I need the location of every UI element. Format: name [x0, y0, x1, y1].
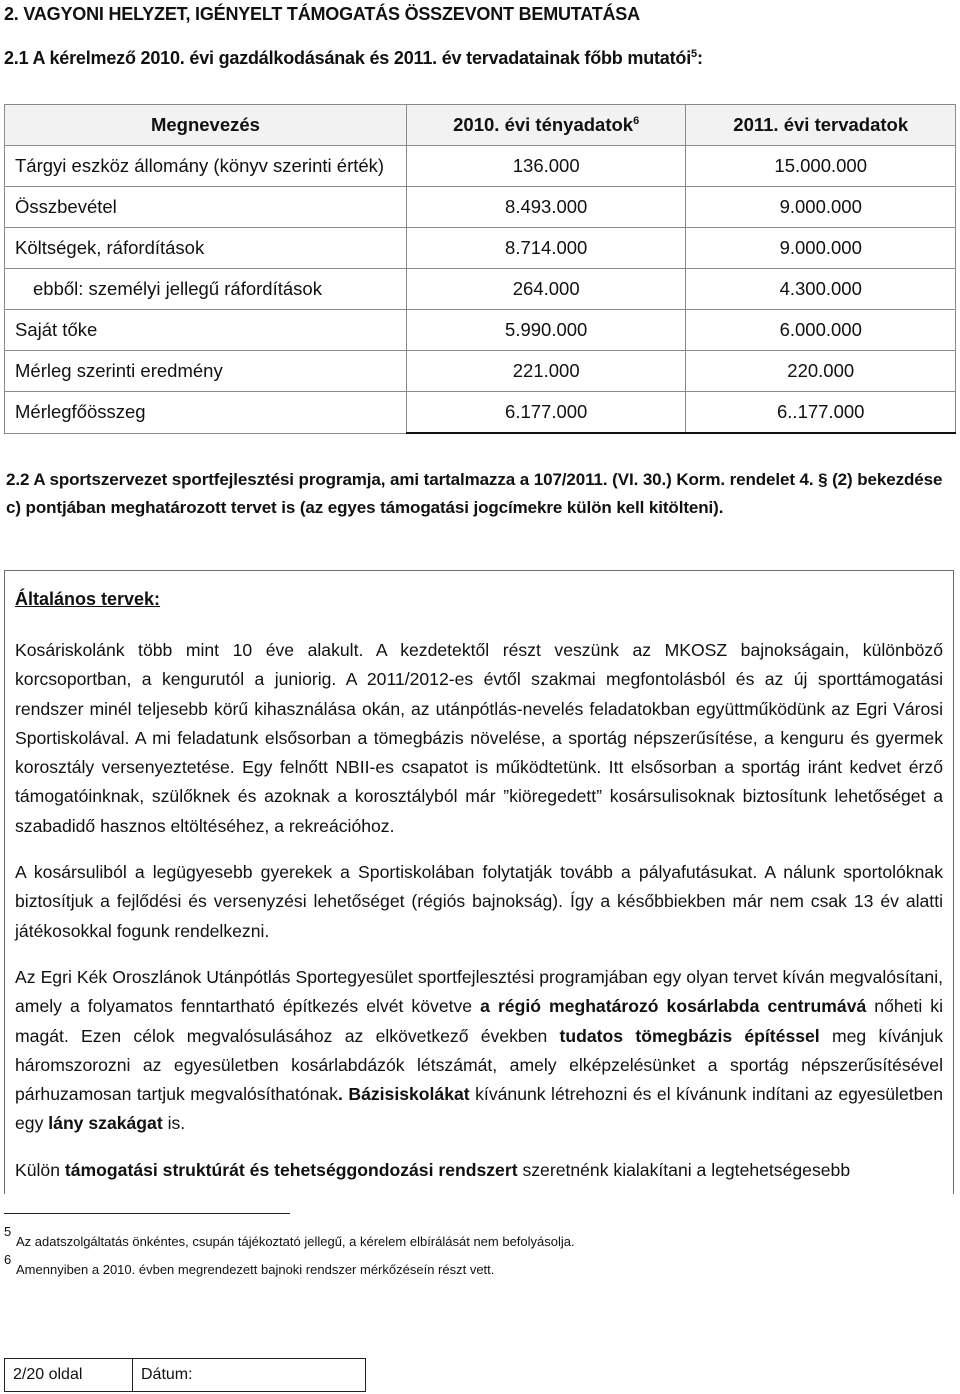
plans-paragraph-3	[15, 963, 943, 1139]
row-2010: 5.990.000	[406, 310, 686, 351]
plans-paragraph-4	[15, 1156, 943, 1185]
row-2010: 8.714.000	[406, 228, 686, 269]
table-row	[5, 187, 956, 228]
row-name: Mérlegfőösszeg	[5, 392, 407, 434]
header-2010-text: 2010. évi tényadatok	[453, 114, 634, 135]
plans-paragraph-2: A kosársuliból a legügyesebb gyerekek a Sportiskolában folytatják tovább a pályafutásukat. A nálunk sportolóknak biztosítjuk a fejlődési és versenyzési lehetőséget (régiós bajnokság). Így a későbbiekben már nem csak 13 év alatti játékosokkal fogunk rendelkezni.	[15, 862, 943, 941]
table-header-row	[5, 105, 956, 146]
row-name: Összbevétel	[5, 187, 407, 228]
bold-run: tudatos tömegbázis építéssel	[559, 1025, 820, 1046]
bold-run: támogatási struktúrát és tehetséggondozási rendszert	[64, 1159, 518, 1180]
financial-indicators-table	[4, 104, 956, 434]
row-2011: 9.000.000	[686, 187, 956, 228]
bold-run: a régió meghatározó kosárlabda centrumává	[480, 996, 867, 1017]
footnote-text: Az adatszolgáltatás önkéntes, csupán tájékoztató jellegű, a kérelem elbírálását nem befolyásolja.	[16, 1234, 575, 1249]
footnote-separator	[4, 1213, 290, 1214]
page-number: 2/20 oldal	[5, 1359, 133, 1391]
row-name: Költségek, ráfordítások	[5, 228, 407, 269]
text-run: Az Egri Kék Oroszlánok Utánpótlás Sportegyesület sportfejlesztési programjában egy olyan tervet kíván megvalósítani, amely a folyamatos fenntartható építkezés elvét követve	[15, 966, 943, 1017]
table-row	[5, 310, 956, 351]
row-2010: 221.000	[406, 351, 686, 392]
text-run: kívánunk létrehozni és el kívánunk indítani az egyesületben egy	[15, 1084, 943, 1134]
text-run: is.	[162, 1113, 186, 1134]
table-row	[5, 269, 956, 310]
footnote-number: 6	[4, 1252, 12, 1267]
table-row	[5, 351, 956, 392]
table-row	[5, 392, 956, 434]
row-name: Mérleg szerinti eredmény	[5, 351, 407, 392]
row-name: Saját tőke	[5, 310, 407, 351]
text-run: nőheti ki magát. Ezen célok megvalósulásához az elkövetkező években	[15, 996, 943, 1046]
page-footer	[4, 1358, 366, 1392]
text-run: Külön	[15, 1159, 65, 1180]
row-2010: 8.493.000	[406, 187, 686, 228]
text-run: meg kívánjuk háromszorozni az egyesületben kosárlabdázók létszámát, amely elképzelésünket a sportág népszerűsítésével párhuzamosan tartjuk megvalósíthatónak	[15, 1025, 943, 1105]
plans-paragraph-1: Kosáriskolánk több mint 10 éve alakult. A kezdetektől részt veszünk az MKOSZ bajnokságain, különböző korcsoportban, a kengurutól a juniorig. A 2011/2012-es évtől szakmai megfontolásból és az új sporttámogatási rendszer minél teljesebb körű kihasználása okán, az utánpótlás-nevelés feladatokban együttműködünk az Egri Városi Sportiskolával. A mi feladatunk elsősorban a tömegbázis növelése, a sportág népszerűsítése, a kenguru és gyermek korosztály versenyeztetése. Egy felnőtt NBII-es csapatot is működtetünk. Itt elsősorban a sportág iránt kedvet érző támogatóinknak, szülőknek és azoknak a korosztályból már ”kiöregedett” kosársulisoknak biztosítunk lehetőséget a szabadidő hasznos eltöltéséhez, a rekreációhoz.	[15, 640, 943, 836]
row-2011: 6..177.000	[686, 392, 956, 434]
footnote-ref-6[interactable]: 6	[633, 114, 640, 127]
plans-box	[4, 570, 954, 1194]
table-row	[5, 146, 956, 187]
header-2010	[406, 105, 686, 146]
section-heading-2-1-text: 2.1 A kérelmező 2010. évi gazdálkodásának és 2011. év tervadatainak főbb mutatói	[4, 48, 692, 68]
row-2011: 4.300.000	[686, 269, 956, 310]
row-2010: 6.177.000	[406, 392, 686, 434]
row-name: Tárgyi eszköz állomány (könyv szerinti érték)	[5, 146, 407, 187]
row-2010: 136.000	[406, 146, 686, 187]
header-name: Megnevezés	[5, 105, 407, 146]
section-heading-2-1	[4, 48, 703, 69]
row-2010: 264.000	[406, 269, 686, 310]
row-2011: 6.000.000	[686, 310, 956, 351]
row-2011: 220.000	[686, 351, 956, 392]
footnote-ref-5[interactable]: 5	[691, 48, 697, 60]
bold-run: . Bázisiskolákat	[337, 1084, 470, 1105]
date-field[interactable]: Dátum:	[141, 1366, 193, 1383]
text-run: szeretnénk kialakítani a legtehetségesebb	[517, 1159, 851, 1180]
section-heading-2-2: 2.2 A sportszervezet sportfejlesztési programja, ami tartalmazza a 107/2011. (VI. 30.) Korm. rendelet 4. § (2) bekezdése c) pontjában meghatározott tervet is (az egyes támogatási jogcímekre külön kell kitölteni).	[6, 470, 943, 517]
header-2011: 2011. évi tervadatok	[686, 105, 956, 146]
table-row	[5, 228, 956, 269]
footnote-text: Amennyiben a 2010. évben megrendezett bajnoki rendszer mérkőzéseín részt vett.	[16, 1262, 495, 1277]
row-name: ebből: személyi jellegű ráfordítások	[5, 269, 407, 310]
heading-colon: :	[696, 48, 703, 68]
bold-run: lány szakágat	[48, 1113, 163, 1134]
section-heading-2: 2. VAGYONI HELYZET, IGÉNYELT TÁMOGATÁS ÖSSZEVONT BEMUTATÁSA	[4, 4, 640, 24]
plans-title: Általános tervek:	[15, 589, 161, 609]
footnote-number: 5	[4, 1224, 12, 1239]
row-2011: 9.000.000	[686, 228, 956, 269]
row-2011: 15.000.000	[686, 146, 956, 187]
